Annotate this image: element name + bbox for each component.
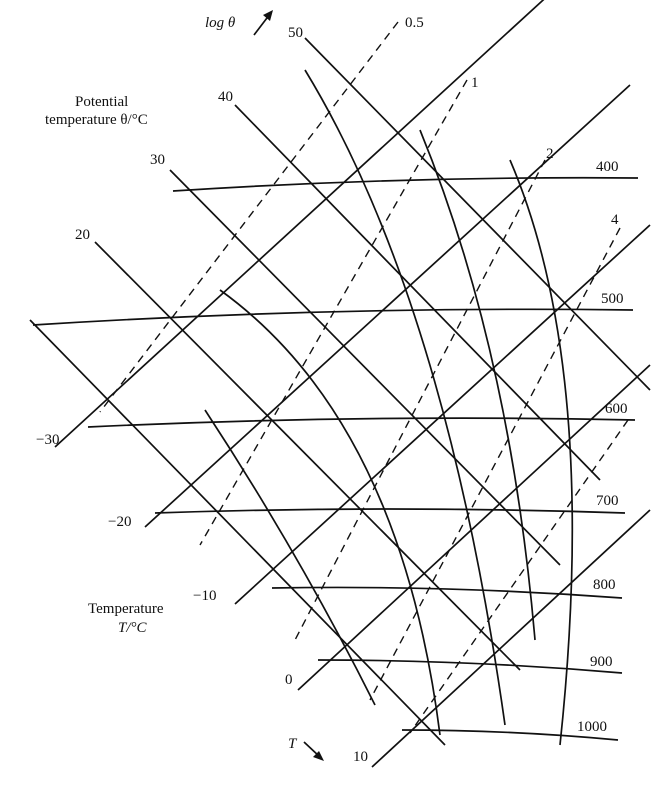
mixing-ratio-line-0.5 <box>100 22 398 412</box>
mixing-ratio-line-2 <box>295 160 545 640</box>
mixing-ratio-value-1: 1 <box>471 75 479 91</box>
temperature-value-minus-10: −10 <box>193 588 217 604</box>
pressure-value-800: 800 <box>593 577 616 593</box>
mixing-ratio-value-2: 2 <box>546 146 554 162</box>
isotherm-line-10 <box>372 510 650 767</box>
theta-value-30: 30 <box>150 152 165 168</box>
pressure-value-400: 400 <box>596 159 619 175</box>
pressure-value-500: 500 <box>601 291 624 307</box>
isobar-700 <box>155 509 625 513</box>
theta-value-40: 40 <box>218 89 233 105</box>
isobar-600 <box>88 418 635 427</box>
pressure-value-900: 900 <box>590 654 613 670</box>
saturated-adiabat-5 <box>510 160 572 745</box>
pressure-value-700: 700 <box>596 493 619 509</box>
log-theta-arrow <box>254 10 273 35</box>
log-theta-label: log θ <box>205 15 236 31</box>
pressure-value-600: 600 <box>605 401 628 417</box>
pressure-value-1000: 1000 <box>577 719 607 735</box>
temperature-title-line2: T/°C <box>118 620 147 636</box>
temperature-value-10: 10 <box>353 749 368 765</box>
temperature-value-0: 0 <box>285 672 293 688</box>
isotherm-line-minus-20 <box>145 85 630 527</box>
mixing-ratio-line-4 <box>370 228 620 700</box>
temperature-arrow <box>304 742 324 761</box>
isotherm-line-minus-10 <box>235 225 650 604</box>
temperature-arrow-label: T <box>288 736 297 752</box>
mixing-ratio-value-0.5: 0.5 <box>405 15 424 31</box>
potential-temperature-title-line1: Potential <box>75 94 129 110</box>
temperature-value-minus-20: −20 <box>108 514 132 530</box>
saturated-adiabat-2 <box>220 290 440 735</box>
temperature-title-line1: Temperature <box>88 601 164 617</box>
potential-temperature-title-line2: temperature θ/°C <box>45 112 148 128</box>
isotherm-line-minus-30 <box>55 0 565 447</box>
theta-value-50: 50 <box>288 25 303 41</box>
theta-line-30 <box>170 170 560 565</box>
mixing-ratio-line-1 <box>200 80 467 545</box>
temperature-value-minus-30: −30 <box>36 432 60 448</box>
isobar-400 <box>173 178 638 191</box>
mixing-ratio-lines <box>100 22 628 733</box>
mixing-ratio-value-4: 4 <box>611 212 619 228</box>
theta-value-20: 20 <box>75 227 90 243</box>
